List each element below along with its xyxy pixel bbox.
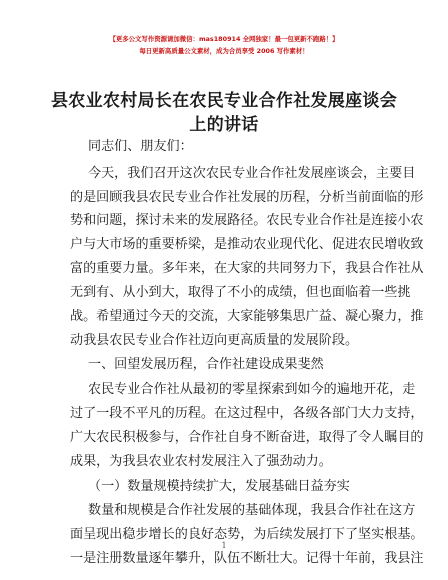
paragraph-line: 成果，为我县农业农村发展注入了强劲动力。 bbox=[70, 454, 332, 469]
paragraph-line: 今天，我们召开这次农民专业合作社发展座谈会，主要目 bbox=[88, 166, 416, 181]
paragraph-line: 富的重要力量。多年来，在大家的共同努力下，我县合作社从 bbox=[70, 261, 424, 276]
paragraph-line: 一是注册数量逐年攀升，队伍不断壮大。记得十年前，我县注 bbox=[70, 551, 424, 566]
promo-banner-line-1: 【更多公文写作资源请加微信：mas180914 全网独家！最一包更新不跑路！】 bbox=[109, 35, 339, 43]
paragraph-line: 动我县农民专业合作社迈向更高质量的发展阶段。 bbox=[70, 333, 359, 348]
document-title-line-2: 上的讲话 bbox=[189, 115, 259, 135]
paragraph-line: 过了一段不平凡的历程。在这过程中，各级各部门大力支持， bbox=[70, 406, 424, 421]
promo-banner-line-2: 每日更新高质量公文素材，成为合员享受 2006 写作素材！ bbox=[139, 47, 309, 55]
salutation: 同志们、朋友们： bbox=[88, 139, 193, 154]
section-heading: 一、回望发展历程，合作社建设成果斐然 bbox=[88, 357, 324, 372]
paragraph-line: 面呈现出稳步增长的良好态势，为后续发展打下了坚实根基。 bbox=[70, 527, 424, 542]
paragraph-line: 的是回顾我县农民专业合作社发展的历程，分析当前面临的形 bbox=[70, 190, 424, 205]
paragraph-line: 战。希望通过今天的交流，大家能够集思广益、凝心聚力，推 bbox=[70, 309, 424, 324]
subsection-heading: （一）数量规模持续扩大，发展基础日益夯实 bbox=[88, 479, 350, 494]
paragraph-line: 数量和规模是合作社发展的基础体现，我县合作社在这方 bbox=[88, 503, 416, 518]
paragraph-line: 农民专业合作社从最初的零星探索到如今的遍地开花，走 bbox=[88, 382, 416, 397]
page-number: 1 bbox=[221, 541, 227, 550]
paragraph-line: 广大农民积极参与，合作社自身不断奋进，取得了令人瞩目的 bbox=[70, 430, 424, 445]
paragraph-line: 势和问题，探讨未来的发展路径。农民专业合作社是连接小农 bbox=[70, 213, 424, 228]
document-title-line-1: 县农业农村局长在农民专业合作社发展座谈会 bbox=[51, 91, 397, 111]
paragraph-line: 无到有、从小到大，取得了不小的成绩，但也面临着一些挑 bbox=[70, 285, 411, 300]
paragraph-line: 户与大市场的重要桥梁，是推动农业现代化、促进农民增收致 bbox=[70, 237, 424, 252]
